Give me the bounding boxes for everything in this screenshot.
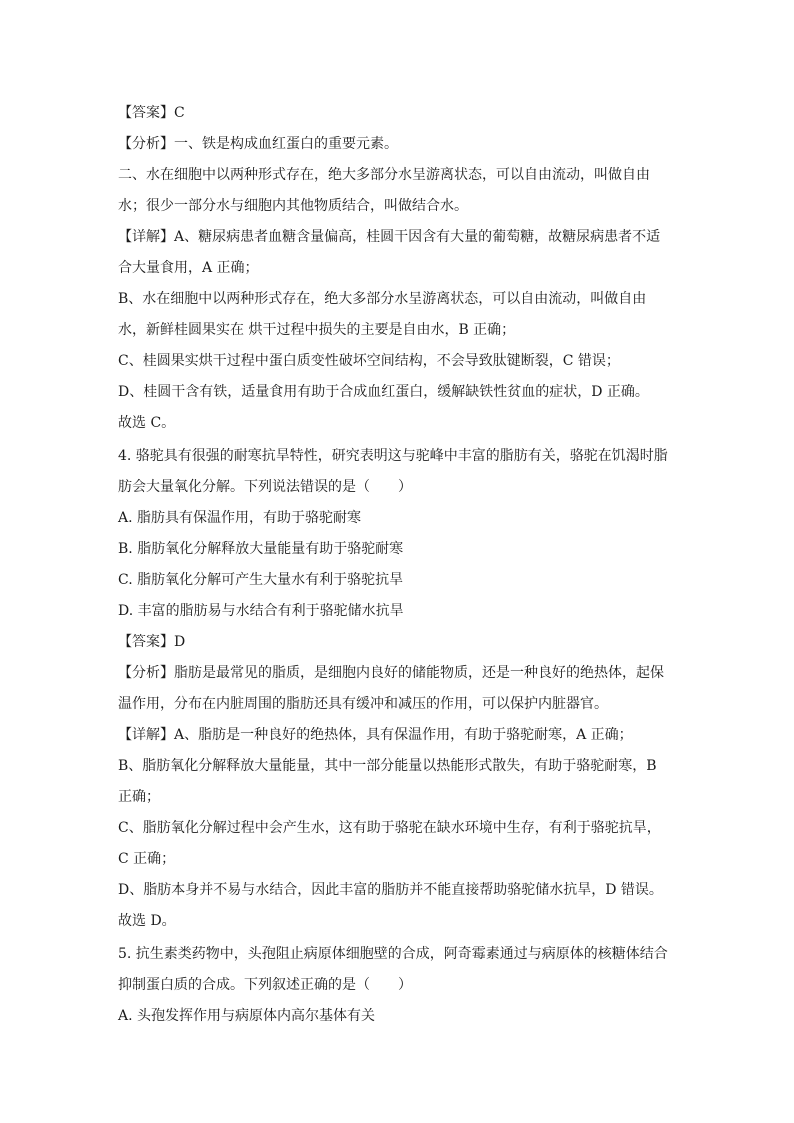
explanation-line: C、脂肪氧化分解过程中会产生水，这有助于骆驼在缺水环境中生存，有利于骆驼抗旱， [118, 820, 661, 836]
answer-label-q4: 【答案】D [118, 634, 186, 650]
answer-label-q3: 【答案】C [118, 105, 185, 121]
conclusion-line: 故选 D。 [118, 913, 176, 929]
explanation-line: C 正确； [118, 851, 176, 867]
analysis-line: 【分析】一、铁是构成血红蛋白的重要元素。 [118, 136, 398, 152]
question-4-option-c: C. 脂肪氧化分解可产生大量水有利于骆驼抗旱 [118, 572, 404, 588]
explanation-line: D、脂肪本身并不易与水结合，因此丰富的脂肪并不能直接帮助骆驼储水抗旱，D 错误。 [118, 882, 663, 898]
question-4-option-a: A. 脂肪具有保温作用，有助于骆驼耐寒 [118, 510, 362, 526]
explanation-line: 【详解】A、糖尿病患者血糖含量偏高，桂圆干因含有大量的葡萄糖，故糖尿病患者不适 [118, 229, 661, 245]
question-5-stem: 抑制蛋白质的合成。下列叙述正确的是（ ） [118, 977, 412, 993]
question-4-stem: 肪会大量氧化分解。下列说法错误的是（ ） [118, 479, 412, 495]
explanation-line: 合大量食用，A 正确； [118, 260, 259, 276]
question-5-stem: 5. 抗生素类药物中，头孢阻止病原体细胞壁的合成，阿奇霉素通过与病原体的核糖体结合 [118, 946, 668, 962]
explanation-line: B、脂肪氧化分解释放大量能量，其中一部分能量以热能形式散失，有助于骆驼耐寒，B [118, 758, 657, 774]
explanation-line: 水，新鲜桂圆果实在 烘干过程中损失的主要是自由水，B 正确； [118, 322, 516, 338]
explanation-line: D、桂圆干含有铁，适量食用有助于合成血红蛋白，缓解缺铁性贫血的症状，D 正确。 [118, 384, 649, 400]
analysis-line: 温作用，分布在内脏周围的脂肪还具有缓冲和减压的作用，可以保护内脏器官。 [118, 696, 608, 712]
analysis-line: 水；很少一部分水与细胞内其他物质结合，叫做结合水。 [118, 198, 468, 214]
conclusion-line: 故选 C。 [118, 415, 176, 431]
analysis-line: 二、水在细胞中以两种形式存在，绝大多部分水呈游离状态，可以自由流动，叫做自由 [118, 167, 650, 183]
explanation-line: 正确； [118, 789, 160, 805]
explanation-line: C、桂圆果实烘干过程中蛋白质变性破坏空间结构，不会导致肽键断裂，C 错误； [118, 353, 620, 369]
explanation-line: B、水在细胞中以两种形式存在，绝大多部分水呈游离状态，可以自由流动，叫做自由 [118, 291, 647, 307]
explanation-line: 【详解】A、脂肪是一种良好的绝热体，具有保温作用，有助于骆驼耐寒，A 正确； [118, 727, 633, 743]
analysis-line: 【分析】脂肪是最常见的脂质，是细胞内良好的储能物质，还是一种良好的绝热体，起保 [118, 665, 664, 681]
question-4-stem: 4. 骆驼具有很强的耐寒抗旱特性，研究表明这与驼峰中丰富的脂肪有关，骆驼在饥渴时脂 [118, 448, 668, 464]
question-4-option-b: B. 脂肪氧化分解释放大量能量有助于骆驼耐寒 [118, 541, 404, 557]
question-4-option-d: D. 丰富的脂肪易与水结合有利于骆驼储水抗旱 [118, 603, 404, 619]
question-5-option-a: A. 头孢发挥作用与病原体内高尔基体有关 [118, 1008, 376, 1024]
